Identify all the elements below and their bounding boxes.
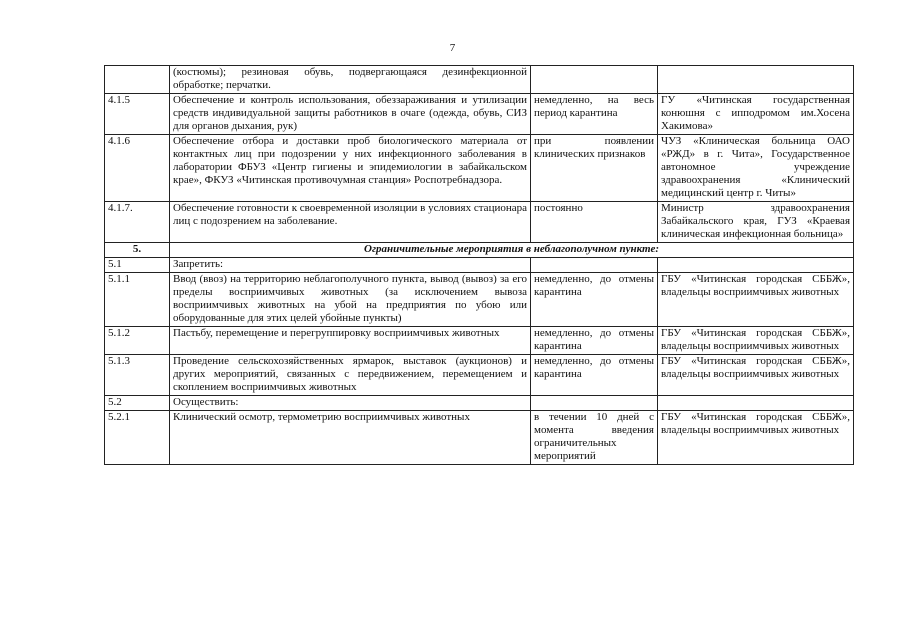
table-row [105, 94, 854, 135]
table-row [105, 355, 854, 396]
row-number [105, 66, 170, 94]
row-term [531, 66, 658, 94]
row-number: 5.1.1 [105, 273, 170, 327]
table-row [105, 327, 854, 355]
section-number: 5. [105, 243, 170, 258]
row-term: немедленно, до отмены карантина [531, 355, 658, 396]
row-term: при появлении клинических признаков [531, 135, 658, 202]
table-row [105, 135, 854, 202]
table-row [105, 202, 854, 243]
measures-table [104, 65, 854, 465]
row-number: 5.1.3 [105, 355, 170, 396]
row-number: 5.1 [105, 258, 170, 273]
row-executor: Министр здравоохранения Забайкальского края, ГУЗ «Краевая клиническая инфекционная больница» [658, 202, 854, 243]
row-executor: ГБУ «Читинская городская СББЖ», владельцы восприимчивых животных [658, 327, 854, 355]
row-executor [658, 66, 854, 94]
row-executor [658, 396, 854, 411]
row-action: Пастьбу, перемещение и перегруппировку восприимчивых животных [170, 327, 531, 355]
row-number: 4.1.5 [105, 94, 170, 135]
row-number: 5.2.1 [105, 411, 170, 465]
row-term [531, 258, 658, 273]
row-term: немедленно, до отмены карантина [531, 273, 658, 327]
row-action: Проведение сельскохозяйственных ярмарок, выставок (аукционов) и других мероприятий, связанных с передвижением, перемещением и скоплением восприимчивых животных [170, 355, 531, 396]
row-executor: ГБУ «Читинская городская СББЖ», владельцы восприимчивых животных [658, 355, 854, 396]
row-number: 5.2 [105, 396, 170, 411]
row-number: 5.1.2 [105, 327, 170, 355]
row-term: постоянно [531, 202, 658, 243]
section-header-row [105, 243, 854, 258]
row-action: Ввод (ввоз) на территорию неблагополучного пункта, вывод (вывоз) за его пределы восприимчивых животных (за исключением вывоза восприимчивых животных на убой на предприятия по убою или оборудованные для этих целей убойные пункты) [170, 273, 531, 327]
section-title: Ограничительные мероприятия в неблагополучном пункте: [170, 243, 854, 258]
row-action: Обеспечение готовности к своевременной изоляции в условиях стационара лиц с подозрением на заболевание. [170, 202, 531, 243]
row-executor: ГБУ «Читинская городская СББЖ», владельцы восприимчивых животных [658, 273, 854, 327]
row-executor: ГБУ «Читинская городская СББЖ», владельцы восприимчивых животных [658, 411, 854, 465]
table-row [105, 396, 854, 411]
row-action: (костюмы); резиновая обувь, подвергающаяся дезинфекционной обработке; перчатки. [170, 66, 531, 94]
row-term: в течении 10 дней с момента введения ограничительных мероприятий [531, 411, 658, 465]
row-executor [658, 258, 854, 273]
table-row [105, 411, 854, 465]
row-action: Обеспечение отбора и доставки проб биологического материала от контактных лиц при подозрении у них инфекционного заболевания в лаборатории ФБУЗ «Центр гигиены и эпидемиологии в забайкальском крае», ФКУЗ «Читинская противочумная станция» Роспотребнадзора. [170, 135, 531, 202]
row-term [531, 396, 658, 411]
table-row [105, 258, 854, 273]
row-number: 4.1.7. [105, 202, 170, 243]
row-action: Осуществить: [170, 396, 531, 411]
row-action: Клинический осмотр, термометрию восприимчивых животных [170, 411, 531, 465]
row-term: немедленно, до отмены карантина [531, 327, 658, 355]
row-number: 4.1.6 [105, 135, 170, 202]
row-executor: ГУ «Читинская государственная конюшня с ипподромом им.Хосена Хакимова» [658, 94, 854, 135]
row-term: немедленно, на весь период карантина [531, 94, 658, 135]
page-number: 7 [449, 42, 456, 54]
table-row [105, 66, 854, 94]
table-row [105, 273, 854, 327]
row-executor: ЧУЗ «Клиническая больница ОАО «РЖД» в г. Чита», Государственное автономное учреждение здравоохранения «Клинический медицинский центр г. Читы» [658, 135, 854, 202]
row-action: Запретить: [170, 258, 531, 273]
row-action: Обеспечение и контроль использования, обеззараживания и утилизации средств индивидуальной защиты работников в очаге (одежда, обувь, СИЗ для органов дыхания, рук) [170, 94, 531, 135]
